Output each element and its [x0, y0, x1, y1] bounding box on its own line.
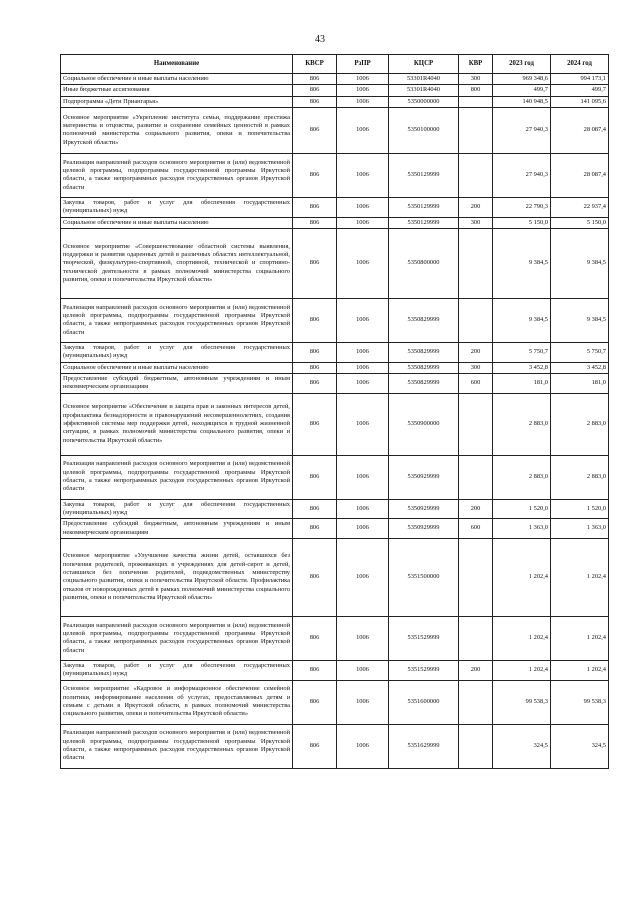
row-name: Основное мероприятие «Совершенствование областной системы выявления, поддержки и развития одаренных детей в различных областях интеллектуальной, творческой, физкультурно-спортивной, спортивной, технической и спортивно-технической деятельности в рамках полномочий министерства социального развития, опеки и попечительства Иркутской области» — [61, 228, 293, 298]
row-amount-2023: 140 948,5 — [493, 96, 551, 107]
row-kcsr: 5351600000 — [389, 680, 459, 724]
budget-table — [60, 54, 609, 769]
table-row — [61, 724, 609, 768]
row-kvsr: 806 — [293, 538, 337, 616]
row-kvr — [459, 107, 493, 153]
row-kvsr: 806 — [293, 197, 337, 217]
row-amount-2024: 2 883,0 — [551, 455, 609, 499]
row-rzpr: 1006 — [337, 107, 389, 153]
row-kcsr: 5351529999 — [389, 660, 459, 680]
row-name: Реализация направлений расходов основного мероприятия и (или) ведомственной целевой программы, подпрограммы государственной программы Иркутской области, а также непрограммных расходов государственных органов Иркутской области — [61, 724, 293, 768]
row-amount-2024: 499,7 — [551, 85, 609, 96]
row-amount-2023: 1 202,4 — [493, 616, 551, 660]
row-name: Реализация направлений расходов основного мероприятия и (или) ведомственной целевой программы, подпрограммы государственной программы Иркутской области, а также непрограммных расходов государственных органов Иркутской области — [61, 298, 293, 342]
row-amount-2024: 1 363,0 — [551, 519, 609, 539]
row-amount-2024: 1 202,4 — [551, 660, 609, 680]
row-amount-2023: 99 538,3 — [493, 680, 551, 724]
row-kcsr: 5350829999 — [389, 362, 459, 373]
row-amount-2024: 3 452,8 — [551, 362, 609, 373]
row-kcsr: 5350129999 — [389, 217, 459, 228]
page-number: 43 — [315, 34, 325, 45]
row-kvsr: 806 — [293, 153, 337, 197]
header-2023: 2023 год — [493, 55, 551, 74]
table-row — [61, 342, 609, 362]
row-amount-2024: 5 750,7 — [551, 342, 609, 362]
row-kvsr: 806 — [293, 362, 337, 373]
table-row — [61, 455, 609, 499]
table-row — [61, 96, 609, 107]
table-row — [61, 680, 609, 724]
row-kvr — [459, 680, 493, 724]
table-row — [61, 217, 609, 228]
table-body — [61, 74, 609, 769]
row-amount-2023: 2 883,0 — [493, 393, 551, 455]
row-kvr: 600 — [459, 373, 493, 393]
row-kvr: 800 — [459, 85, 493, 96]
row-name: Закупка товаров, работ и услуг для обеспечения государственных (муниципальных) нужд — [61, 660, 293, 680]
row-kcsr: 5350000000 — [389, 96, 459, 107]
row-rzpr: 1006 — [337, 724, 389, 768]
row-kcsr: 5350929999 — [389, 519, 459, 539]
row-kvr — [459, 724, 493, 768]
row-amount-2024: 22 937,4 — [551, 197, 609, 217]
row-kvr: 300 — [459, 217, 493, 228]
row-kvr — [459, 298, 493, 342]
row-rzpr: 1006 — [337, 342, 389, 362]
row-kvr — [459, 393, 493, 455]
row-name: Предоставление субсидий бюджетным, автономным учреждениям и иным некоммерческим организациям — [61, 373, 293, 393]
row-rzpr: 1006 — [337, 680, 389, 724]
row-rzpr: 1006 — [337, 362, 389, 373]
row-rzpr: 1006 — [337, 616, 389, 660]
row-kvsr: 806 — [293, 660, 337, 680]
row-amount-2023: 1 520,0 — [493, 499, 551, 519]
row-kvr: 200 — [459, 499, 493, 519]
row-amount-2024: 141 095,6 — [551, 96, 609, 107]
row-amount-2024: 9 384,5 — [551, 228, 609, 298]
row-rzpr: 1006 — [337, 96, 389, 107]
row-kvsr: 806 — [293, 217, 337, 228]
row-rzpr: 1006 — [337, 74, 389, 85]
header-kcsr: КЦСР — [389, 55, 459, 74]
row-amount-2023: 324,5 — [493, 724, 551, 768]
row-kvr — [459, 228, 493, 298]
row-kvsr: 806 — [293, 85, 337, 96]
row-kvsr: 806 — [293, 342, 337, 362]
row-kvr: 300 — [459, 74, 493, 85]
row-name: Основное мероприятие «Улучшение качества жизни детей, оставшихся без попечения родителей, проживающих в учреждениях для детей-сирот и детей, оставшихся без попечения родителей, подведомственных министерству социального развития, опеки и попечительства Иркутской области. Профилактика отказов от новорожденных детей в рамках полномочий министерства социального развития, опеки и попечительства Иркутской области» — [61, 538, 293, 616]
table-row — [61, 519, 609, 539]
row-kcsr: 5350100000 — [389, 107, 459, 153]
row-kvsr: 806 — [293, 107, 337, 153]
row-kvr: 200 — [459, 197, 493, 217]
table-row — [61, 228, 609, 298]
table-row — [61, 362, 609, 373]
row-kvsr: 806 — [293, 298, 337, 342]
row-name: Закупка товаров, работ и услуг для обеспечения государственных (муниципальных) нужд — [61, 499, 293, 519]
row-kvsr: 806 — [293, 373, 337, 393]
row-amount-2023: 3 452,8 — [493, 362, 551, 373]
row-amount-2023: 1 202,4 — [493, 660, 551, 680]
row-kcsr: 5350900000 — [389, 393, 459, 455]
row-kvsr: 806 — [293, 228, 337, 298]
row-name: Предоставление субсидий бюджетным, автономным учреждениям и иным некоммерческим организациям — [61, 519, 293, 539]
row-kvsr: 806 — [293, 499, 337, 519]
row-name: Закупка товаров, работ и услуг для обеспечения государственных (муниципальных) нужд — [61, 197, 293, 217]
row-name: Подпрограмма «Дети Приангарья» — [61, 96, 293, 107]
row-name: Иные бюджетные ассигнования — [61, 85, 293, 96]
row-kcsr: 53301R4040 — [389, 85, 459, 96]
row-amount-2024: 1 202,4 — [551, 616, 609, 660]
row-rzpr: 1006 — [337, 228, 389, 298]
row-rzpr: 1006 — [337, 538, 389, 616]
row-amount-2023: 9 384,5 — [493, 298, 551, 342]
row-name: Социальное обеспечение и иные выплаты населению — [61, 362, 293, 373]
row-kvr — [459, 616, 493, 660]
row-kcsr: 5350829999 — [389, 298, 459, 342]
row-kvsr: 806 — [293, 616, 337, 660]
row-amount-2024: 1 202,4 — [551, 538, 609, 616]
row-kvsr: 806 — [293, 680, 337, 724]
row-name: Основное мероприятие «Укрепление института семьи, поддержание престижа материнства и отцовства, развитие и сохранение семейных ценностей в рамках полномочий министерства социального развития, опеки и попечительства Иркутской области» — [61, 107, 293, 153]
row-rzpr: 1006 — [337, 455, 389, 499]
row-rzpr: 1006 — [337, 197, 389, 217]
row-name: Реализация направлений расходов основного мероприятия и (или) ведомственной целевой программы, подпрограммы государственной программы Иркутской области, а также непрограммных расходов государственных органов Иркутской области — [61, 455, 293, 499]
row-amount-2023: 181,0 — [493, 373, 551, 393]
row-amount-2023: 2 883,0 — [493, 455, 551, 499]
row-amount-2023: 27 940,3 — [493, 153, 551, 197]
table-row — [61, 499, 609, 519]
header-kvr: КВР — [459, 55, 493, 74]
row-kvsr: 806 — [293, 96, 337, 107]
row-name: Социальное обеспечение и иные выплаты населению — [61, 74, 293, 85]
row-kcsr: 5350929999 — [389, 499, 459, 519]
row-kcsr: 5351629999 — [389, 724, 459, 768]
row-kcsr: 5351500000 — [389, 538, 459, 616]
header-rzpr: РзПР — [337, 55, 389, 74]
table-row — [61, 393, 609, 455]
row-name: Основное мероприятие «Обеспечение и защита прав и законных интересов детей, профилактика безнадзорности и правонарушений несовершеннолетних, создания эффективной системы мер поддержки детей, находящихся в трудной жизненной ситуации, в рамках полномочий министерства социального развития, опеки и попечительства Иркутской области» — [61, 393, 293, 455]
header-kvsr: КВСР — [293, 55, 337, 74]
row-rzpr: 1006 — [337, 153, 389, 197]
table-row — [61, 298, 609, 342]
row-amount-2024: 181,0 — [551, 373, 609, 393]
row-kvsr: 806 — [293, 74, 337, 85]
row-amount-2023: 1 202,4 — [493, 538, 551, 616]
table-row — [61, 616, 609, 660]
row-kvr: 600 — [459, 519, 493, 539]
row-amount-2023: 22 790,3 — [493, 197, 551, 217]
row-kvsr: 806 — [293, 393, 337, 455]
header-name: Наименование — [61, 55, 293, 74]
row-kcsr: 53301R4040 — [389, 74, 459, 85]
row-amount-2024: 28 087,4 — [551, 153, 609, 197]
table-row — [61, 197, 609, 217]
row-amount-2024: 9 384,5 — [551, 298, 609, 342]
table-header-row — [61, 55, 609, 74]
row-name: Социальное обеспечение и иные выплаты населению — [61, 217, 293, 228]
row-rzpr: 1006 — [337, 499, 389, 519]
row-rzpr: 1006 — [337, 373, 389, 393]
row-kvsr: 806 — [293, 724, 337, 768]
row-kvr — [459, 455, 493, 499]
row-name: Реализация направлений расходов основного мероприятия и (или) ведомственной целевой программы, подпрограммы государственной программы Иркутской области, а также непрограммных расходов государственных органов Иркутской области — [61, 153, 293, 197]
row-amount-2024: 2 883,0 — [551, 393, 609, 455]
row-amount-2024: 324,5 — [551, 724, 609, 768]
table-row — [61, 538, 609, 616]
row-kcsr: 5350929999 — [389, 455, 459, 499]
row-amount-2024: 1 520,0 — [551, 499, 609, 519]
row-name: Закупка товаров, работ и услуг для обеспечения государственных (муниципальных) нужд — [61, 342, 293, 362]
row-kvr — [459, 96, 493, 107]
table-row — [61, 85, 609, 96]
row-name: Основное мероприятие «Кадровое и информационное обеспечение семейной политики, информирование населения об услугах, предоставляемых детям и семьям с детьми в Иркутской области, в рамках полномочий министерства социального развития, опеки и попечительства Иркутской области» — [61, 680, 293, 724]
table-row — [61, 107, 609, 153]
row-kvr — [459, 538, 493, 616]
row-rzpr: 1006 — [337, 660, 389, 680]
row-kvr: 200 — [459, 660, 493, 680]
row-kcsr: 5350129999 — [389, 153, 459, 197]
row-amount-2023: 499,7 — [493, 85, 551, 96]
table-row — [61, 660, 609, 680]
row-amount-2023: 5 750,7 — [493, 342, 551, 362]
row-amount-2024: 994 173,1 — [551, 74, 609, 85]
row-amount-2023: 9 384,5 — [493, 228, 551, 298]
row-kvsr: 806 — [293, 455, 337, 499]
row-kcsr: 5351529999 — [389, 616, 459, 660]
row-kcsr: 5350829999 — [389, 342, 459, 362]
row-amount-2024: 99 538,3 — [551, 680, 609, 724]
row-kcsr: 5350129999 — [389, 197, 459, 217]
row-rzpr: 1006 — [337, 217, 389, 228]
row-kcsr: 5350800000 — [389, 228, 459, 298]
row-rzpr: 1006 — [337, 298, 389, 342]
row-name: Реализация направлений расходов основного мероприятия и (или) ведомственной целевой программы, подпрограммы государственной программы Иркутской области, а также непрограммных расходов государственных органов Иркутской области — [61, 616, 293, 660]
table-row — [61, 74, 609, 85]
table-row — [61, 153, 609, 197]
row-amount-2023: 27 940,3 — [493, 107, 551, 153]
row-rzpr: 1006 — [337, 85, 389, 96]
row-kvr: 300 — [459, 362, 493, 373]
row-rzpr: 1006 — [337, 393, 389, 455]
row-kvr — [459, 153, 493, 197]
row-amount-2024: 5 150,0 — [551, 217, 609, 228]
row-kcsr: 5350829999 — [389, 373, 459, 393]
header-2024: 2024 год — [551, 55, 609, 74]
row-rzpr: 1006 — [337, 519, 389, 539]
row-kvsr: 806 — [293, 519, 337, 539]
table-row — [61, 373, 609, 393]
row-amount-2023: 969 348,6 — [493, 74, 551, 85]
row-amount-2024: 28 087,4 — [551, 107, 609, 153]
row-amount-2023: 1 363,0 — [493, 519, 551, 539]
row-amount-2023: 5 150,0 — [493, 217, 551, 228]
row-kvr: 200 — [459, 342, 493, 362]
